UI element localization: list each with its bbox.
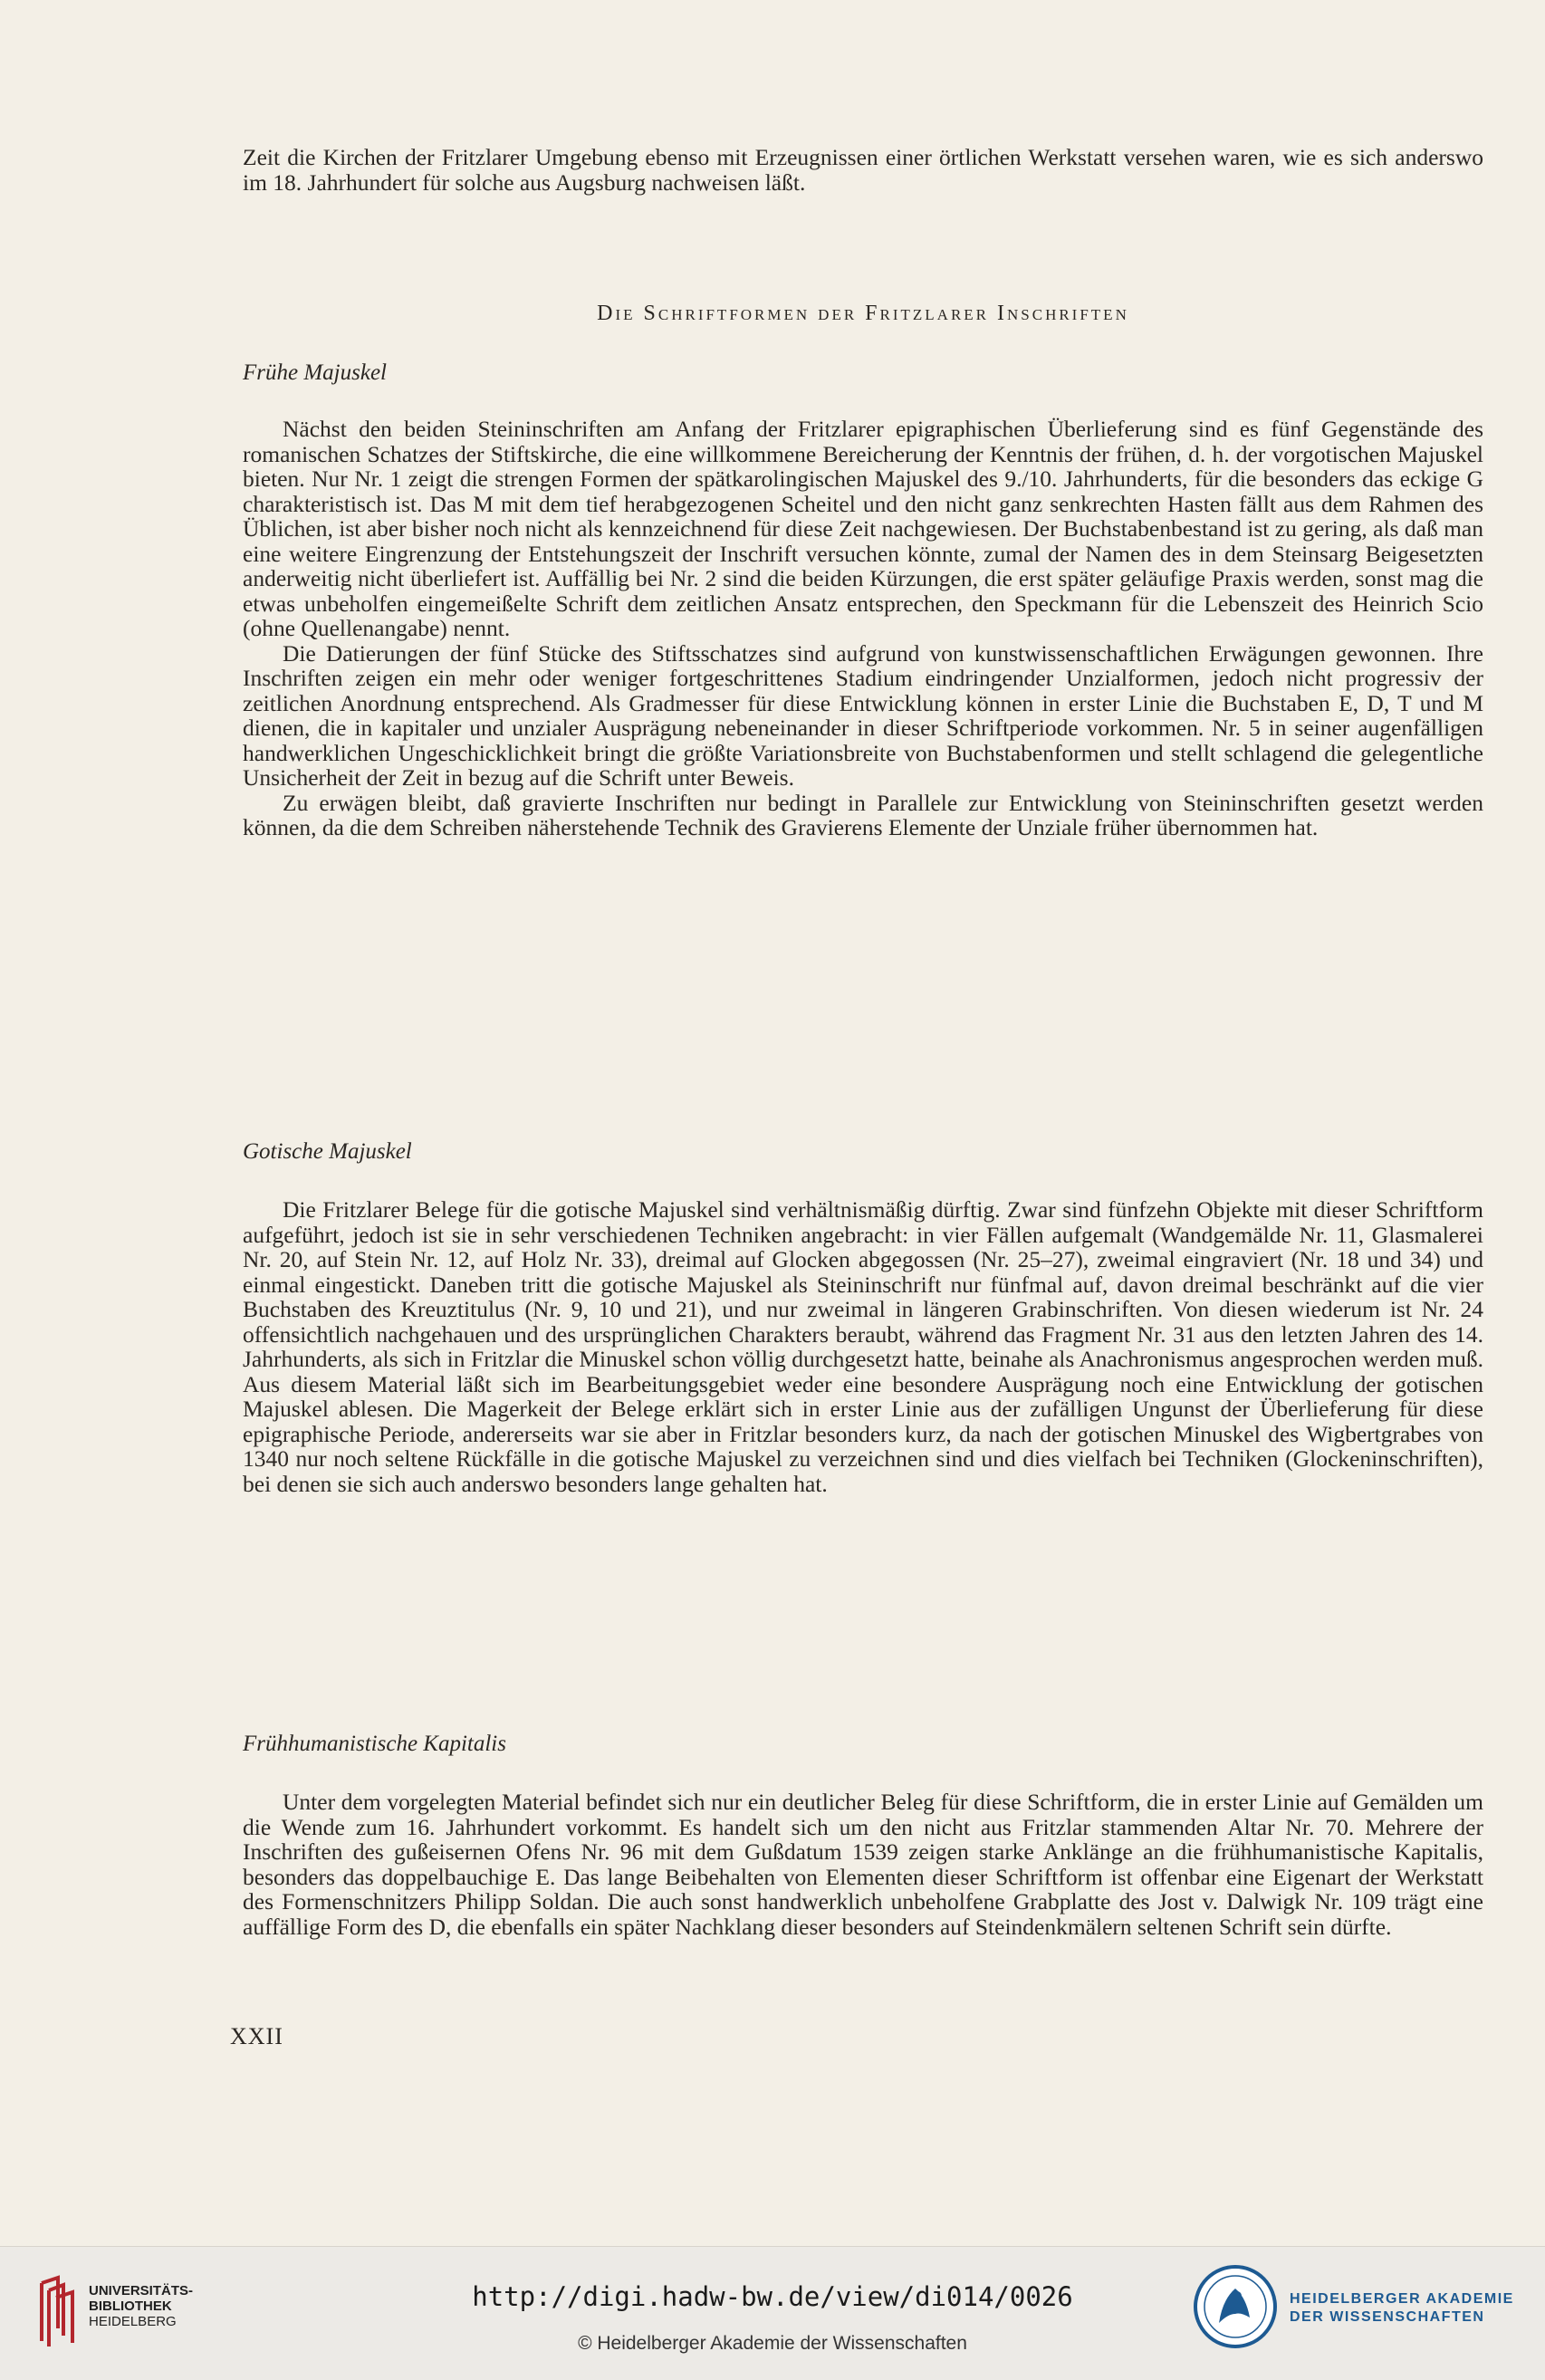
paragraph: Zu erwägen bleibt, daß gravierte Inschriften nur bedingt in Parallele zur Entwicklung von Steininschriften gesetzt werden können, da die dem Schreiben näherstehende Technik des Gravierens Elemente der Unziale früher übernommen hat.: [243, 789, 1483, 840]
copyright-notice: © Heidelberger Akademie der Wissenschaften: [578, 2333, 967, 2354]
paragraph: Die Fritzlarer Belege für die gotische Majuskel sind verhältnismäßig dürftig. Zwar sind fünfzehn Objekte mit dieser Schriftform aufgeführt, jedoch ist sie in sehr verschiedenen Techniken angebracht: in vier Fällen aufgemalt (Wandgemälde Nr. 11, Glasmalerei Nr. 20, auf Stein Nr. 12, auf Holz Nr. 33), dreimal auf Glocken abgegossen (Nr. 25–27), zweimal eingraviert (Nr. 18 und 34) und einmal eingestickt. Daneben tritt die gotische Majuskel als Steininschrift nur fünfmal auf, davon dreimal beschränkt auf die vier Buchstaben des Kreuztitulus (Nr. 9, 10 und 21), und nur zweimal in längeren Grabinschriften. Von diesen wiederum ist Nr. 24 offensichtlich nachgehauen und des ursprünglichen Charakters beraubt, während das Fragment Nr. 31 aus den letzten Jahren des 14. Jahrhunderts, als sich in Fritzlar die Minuskel schon völlig durchgesetzt hatte, beinahe als Anachronismus angesprochen werden muß. Aus diesem Material läßt sich im Bearbeitungsgebiet weder eine besondere Ausprägung noch eine Entwicklung der gotischen Majuskel ablesen. Die Magerkeit der Belege erklärt sich in erster Linie aus der zufälligen Ungunst der Überlieferung für diese epigraphische Periode, andererseits war sie aber in Fritzlar besonders kurz, da nach der gotischen Minuskel des Wigbertgrabes von 1340 nur noch seltene Rückfälle in die gotische Majuskel zu verzeichnen sind und dies vielfach bei Techniken (Glockeninschriften), bei denen sie sich auch anderswo besonders lange gehalten hat.: [243, 1196, 1483, 1497]
section-body-fruehe-majuskel: [243, 417, 1483, 840]
ub-line-3: HEIDELBERG: [89, 2314, 177, 2329]
page-number: XXII: [230, 2023, 283, 2049]
section-body-gotische-majuskel: [243, 1197, 1483, 1496]
academy-line-2: DER WISSENSCHAFTEN: [1290, 2309, 1485, 2325]
section-body-fruehhumanistische-kapitalis: [243, 1790, 1483, 1939]
paragraph: Nächst den beiden Steininschriften am Anfang der Fritzlarer epigraphischen Überlieferung sind es fünf Gegenstände des romanischen Schatzes der Stiftskirche, die eine willkommene Bereicherung der Kenntnis der frühen, d. h. der vorgotischen Majuskel bieten. Nur Nr. 1 zeigt die strengen Formen der spätkarolingischen Majuskel des 9./10. Jahrhunderts, für die besonders das eckige G charakteristisch ist. Das M mit dem tief herabgezogenen Scheitel und den nicht ganz senkrechten Hasten fällt aus dem Rahmen des Üblichen, ist aber bisher noch nicht als kennzeichnend für diese Zeit nachgewiesen. Der Buchstabenbestand ist zu gering, als daß man eine weitere Eingrenzung der Entstehungszeit der Inschrift versuchen könnte, zumal der Namen des in dem Steinsarg Beigesetzten anderweitig nicht überliefert ist. Auffällig bei Nr. 2 sind die beiden Kürzungen, die erst später geläufige Praxis werden, sonst mag die etwas unbeholfen eingemeißelte Schrift dem zeitlichen Ansatz entsprechen, den Speckmann für die Lebenszeit des Heinrich Scio (ohne Quellenangabe) nennt.: [243, 416, 1483, 641]
academy-name[interactable]: [1290, 2290, 1514, 2327]
intro-text: [243, 145, 1483, 195]
footer-bar: [0, 2246, 1545, 2380]
ub-line-1: UNIVERSITÄTS-: [89, 2283, 194, 2298]
academy-line-1: HEIDELBERGER AKADEMIE: [1290, 2291, 1514, 2307]
chapter-title: Die Schriftformen der Fritzlarer Inschriften: [597, 302, 1129, 325]
paragraph: Die Datierungen der fünf Stücke des Stiftsschatzes sind aufgrund von kunstwissenschaftlichen Erwägungen gewonnen. Ihre Inschriften zeigen ein mehr oder weniger fortgeschrittenes Stadium eindringender Unzialformen, jedoch nicht progressiv der zeitlichen Anordnung entsprechend. Als Gradmesser für diese Entwicklung können in erster Linie die Buchstaben E, D, T und M dienen, die in kapitaler und unzialer Ausprägung nebeneinander in dieser Schriftperiode vorkommen. Nr. 5 in seiner augenfälligen handwerklichen Ungeschicklichkeit bringt die größte Variationsbreite von Buchstabenformen und stellt schlagend die gelegentliche Unsicherheit der Zeit in bezug auf die Schrift unter Beweis.: [243, 639, 1483, 791]
ub-line-2: BIBLIOTHEK: [89, 2298, 172, 2314]
paragraph: Unter dem vorgelegten Material befindet sich nur ein deutlicher Beleg für diese Schriftform, die in erster Linie auf Gemälden um die Wende zum 16. Jahrhundert vorkommt. Es handelt sich um den nicht aus Fritzlar stammenden Altar Nr. 70. Mehrere der Inschriften des gußeisernen Ofens Nr. 96 mit dem Gußdatum 1539 zeigen starke Anklänge an die frühhumanistische Kapitalis, besonders das doppelbauchige E. Das lange Beibehalten von Elementen dieser Schriftform ist offenbar eine Eigenart der Werkstatt des Formenschnitzers Philipp Soldan. Die auch sonst handwerklich unbeholfene Grabplatte des Jost v. Dalwigk Nr. 109 trägt eine auffällige Form des D, die ebenfalls ein später Nachklang dieser besonders auf Steindenkmälern seltenen Schrift sein dürfte.: [243, 1789, 1483, 1940]
permalink-url[interactable]: http://digi.hadw-bw.de/view/di014/0026: [472, 2281, 1073, 2312]
section-heading-fruehe-majuskel: Frühe Majuskel: [243, 360, 387, 385]
section-heading-gotische-majuskel: Gotische Majuskel: [243, 1139, 412, 1164]
section-heading-fruehhumanistische-kapitalis: Frühhumanistische Kapitalis: [243, 1732, 506, 1756]
intro-paragraph: Zeit die Kirchen der Fritzlarer Umgebung ebenso mit Erzeugnissen einer örtlichen Werkstatt versehen waren, wie es sich anderswo im 18. Jahrhundert für solche aus Augsburg nachweisen läßt.: [243, 144, 1483, 196]
academy-seal-icon[interactable]: [1192, 2263, 1279, 2350]
